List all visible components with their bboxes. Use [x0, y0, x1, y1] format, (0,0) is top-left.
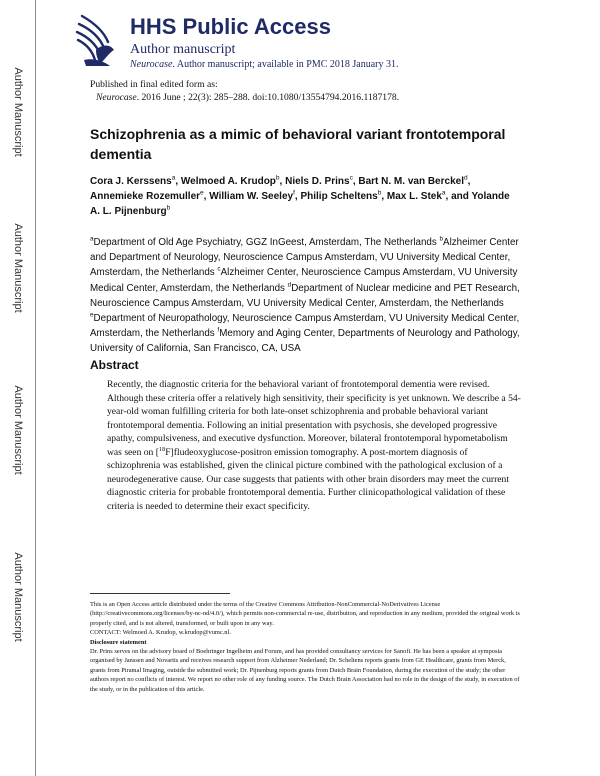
abstract-text: Recently, the diagnostic criteria for the behavioral variant of frontotemporal dementia were revised. Although these criteria offer a relatively high sensitivity, their specificity is yet unknown. We describe a 54-year-old woman fulfilling criteria for both late-onset schizophrenia and probable behavioral variant frontotemporal dementia. Following an initial presentation with psychosis, she developed progressive apathy, compulsiveness, and executive dysfunction. Moreover, bilateral frontotemporal hypometabolism was seen on [$^{18}$F]fludeoxyglucose-positron emission tomography. A post-mortem diagnosis of schizophrenia was established, given the clinical picture combined with the pathological exclusion of a neurodegenerative cause. Our case suggests that patients with other brain disorders may meet the current diagnostic criteria for probable frontotemporal dementia. Further clinicopathological validation of these criteria is needed to determine their exact specificity.	[107, 379, 521, 512]
disclosure-heading: Disclosure statement	[90, 638, 147, 646]
abstract-heading: Abstract	[90, 358, 139, 372]
journal-name: Neurocase	[130, 59, 173, 70]
availability-text: . Author manuscript; available in PMC 2018 January 31.	[172, 59, 399, 70]
author-manuscript-subtitle: Author manuscript	[130, 42, 236, 57]
author: Philip Scheltens$^b$	[300, 189, 382, 202]
disclosure-text: Dr. Prins serves on the advisory board of Boehringer Ingelheim and Forum, and has provided consultancy services for Sanofi. He has been a speaker at symposia organised by Janssen and Novartis and receives research support from Alzheimer Nederland; Dr. Scheltens reports grants from GE Healthcare, grants from Merck, grants from Piramal Imaging, outside the submitted work; Dr. Pijnenburg reports grants from Dutch Brain Foundation, during the execution of the study; the other authors report no conflicts of interest. We report no other role of any funding source. The Dutch Brain Association had no role in the design of the study, in execution of the study, or in the publication of this article.	[90, 648, 520, 693]
hhs-public-access-title: HHS Public Access	[130, 14, 331, 39]
availability-line	[130, 59, 399, 70]
author: Max L. Stek$^a$	[386, 189, 446, 202]
affiliations: $^a$Department of Old Age Psychiatry, GGZ InGeest, Amsterdam, The Netherlands $^b$Alzheimer Center and Department of Neurology, Neuroscience Campus Amsterdam, VU University Medical Center, Amsterdam, the Netherlands $^c$Alzheimer Center, Neuroscience Campus Amsterdam, VU University Medical Center, Amsterdam, the Netherlands $^d$Department of Nuclear medicine and PET Research, Neuroscience Campus Amsterdam, VU University Medical Center, Amsterdam, the Netherlands $^e$Department of Neuropathology, Neuroscience Campus Amsterdam, VU University Medical Center, Amsterdam, the Netherlands $^f$Memory and Aging Center, Departments of Neurology and Pathology, University of California, San Francisco, CA, USA	[90, 235, 520, 355]
author: Bart N. M. van Berckel$^d$	[358, 174, 468, 187]
author: Niels D. Prins$^c$	[285, 174, 353, 187]
author: Welmoed A. Krudop$^b$	[180, 174, 280, 187]
author: Annemieke Rozemuller$^e$	[90, 189, 204, 202]
publication-info	[90, 78, 399, 104]
citation-line	[90, 91, 399, 104]
citation-journal: Neurocase	[96, 92, 137, 103]
footnotes	[90, 600, 523, 694]
hhs-eagle-logo-icon	[74, 10, 118, 68]
license-link[interactable]: http://creativecommons.org/licenses/by-nc-nd/4.0/	[92, 610, 221, 618]
author: William W. Seeley$^f$	[209, 189, 295, 202]
citation-text: . 2016 June ; 22(3): 285–288. doi:10.1080/13554794.2016.1187178.	[136, 92, 400, 103]
author-list: Cora J. Kerssens$^a$, Welmoed A. Krudop$^b$, Niels D. Prins$^c$, Bart N. M. van Berckel$^d$, Annemieke Rozemuller$^e$, William W. Seeley$^f$, Philip Scheltens$^b$, Max L. Stek$^a$, and Yolande A. L. Pijnenburg$^b$	[90, 174, 510, 217]
author: Cora J. Kerssens$^a$	[90, 174, 176, 187]
footnote-divider	[90, 593, 230, 594]
author-manuscript-sidebar: Author Manuscript Author Manuscript Author Manuscript Author Manuscript	[0, 0, 36, 776]
article-title: Schizophrenia as a mimic of behavioral variant frontotemporal dementia	[90, 126, 506, 162]
sidebar-divider	[35, 0, 36, 776]
published-line: Published in final edited form as:	[90, 79, 218, 90]
author: Yolande A. L. Pijnenburg$^b$	[90, 191, 510, 217]
contact-note: CONTACT: Welmoed A. Krudop, w.krudop@vumc.nl.	[90, 629, 231, 637]
license-note: This is an Open Access article distributed under the terms of the Creative Commons Attribution-NonCommercial-NoDerivatives License (http://creativecommons.org/licenses/by-nc-nd/4.0/), which permits non-commercial re-use, distribution, and reproduction in any medium, provided the original work is properly cited, and is not altered, transformed, or built upon in any way.	[90, 601, 520, 627]
